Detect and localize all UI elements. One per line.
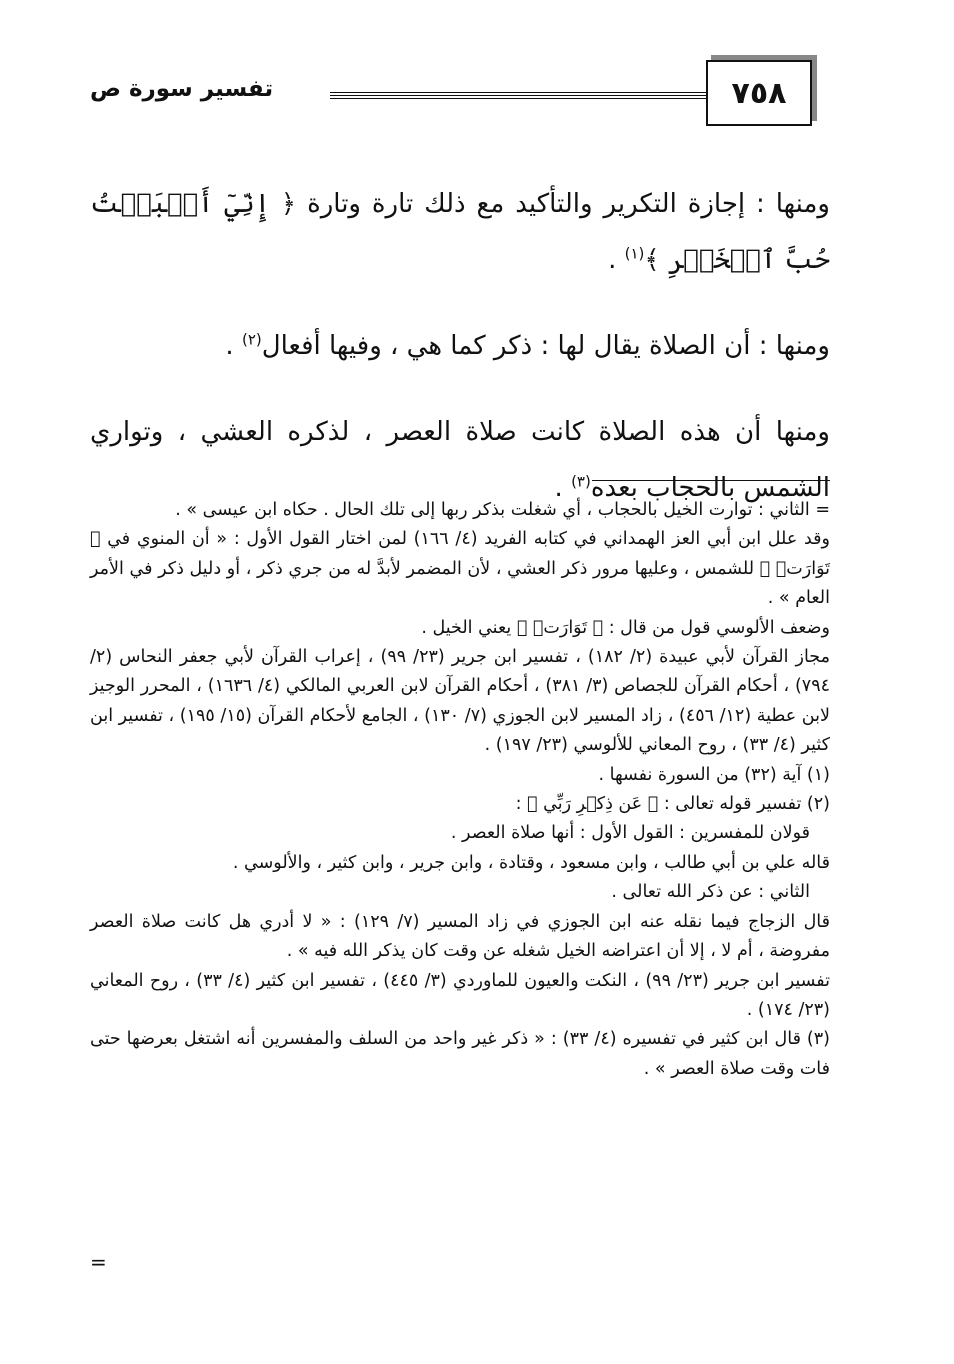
footnote-line: = الثاني : توارت الخيل بالحجاب ، أي شغلت بذكر ربها إلى تلك الحال . حكاه ابن عيسى » . xyxy=(175,500,830,520)
paragraph-3-text: ومنها أن هذه الصلاة كانت صلاة العصر ، لذكره العشي ، وتواري الشمس بالحجاب بعده xyxy=(90,417,830,503)
footnote-separator xyxy=(592,480,830,481)
footnote-ref-3: (٣) xyxy=(571,472,591,491)
footnote-line: قولان للمفسرين : القول الأول : أنها صلاة العصر . xyxy=(450,823,810,844)
header-rule xyxy=(330,92,706,99)
main-text xyxy=(90,176,830,546)
footnote-ref-1: (١) xyxy=(624,244,645,263)
paragraph-1-end: . xyxy=(608,245,625,275)
paragraph-2-text: ومنها : أن الصلاة يقال لها : ذكر كما هي ، وفيها أفعال xyxy=(261,331,830,361)
running-title: تفسير سورة ص xyxy=(90,76,274,102)
footnote-ref-2: (٢) xyxy=(241,330,262,349)
continuation-mark: = xyxy=(90,1250,107,1274)
paragraph-1-text: ومنها : إجازة التكرير والتأكيد مع ذلك تارة وتارة xyxy=(307,189,830,219)
footnote-line: مجاز القرآن لأبي عبيدة (٢/ ١٨٢) ، تفسير ابن جرير (٢٣/ ٩٩) ، إعراب القرآن لأبي جعفر النحاس (٢/ ٧٩٤) ، أحكام القرآن للجصاص (٣/ ٣٨١) ، أحكام القرآن لابن العربي المالكي (٤/ ١٦٣٦) ، المحرر الوجيز لابن عطية (١٢/ ٤٥٦) ، زاد المسير لابن الجوزي (٧/ ١٣٠) ، الجامع لأحكام القرآن (١٥/ ١٩٥) ، تفسير ابن كثير (٤/ ٣٣) ، روح المعاني للألوسي (٢٣/ ١٩٧) . xyxy=(90,647,830,756)
footnote-line: الثاني : عن ذكر الله تعالى . xyxy=(611,882,810,903)
paragraph-2-end: . xyxy=(225,331,242,361)
page-number xyxy=(706,60,812,126)
paragraph-1 xyxy=(90,176,830,288)
footnote-line: تفسير ابن جرير (٢٣/ ٩٩) ، النكت والعيون للماوردي (٣/ ٤٤٥) ، تفسير ابن كثير (٤/ ٣٣) ، روح المعاني (٢٣/ ١٧٤) . xyxy=(90,970,830,1020)
footnote-line: وضعف الألوسي قول من قال : ﴿ تَوَارَتۡ ﴾ يعني الخيل . xyxy=(421,617,830,638)
footnote-line: وقد علل ابن أبي العز الهمداني في كتابه الفريد (٤/ ١٦٦) لمن اختار القول الأول : « أن المنوي في ﴿ تَوَارَتۡ ﴾ للشمس ، وعليها مرور ذكر العشي ، لأن المضمر لأبدَّ له من جري ذكر ، أو دليل ذكر في الأمر العام » . xyxy=(90,529,830,609)
page-number-text: ٧٥٨ xyxy=(731,75,787,111)
paragraph-2 xyxy=(90,318,830,374)
footnotes xyxy=(90,496,830,1084)
footnote-3: (٣) قال ابن كثير في تفسيره (٤/ ٣٣) : « ذكر غير واحد من السلف والمفسرين أنه اشتغل بعرضها حتى فات وقت صلاة العصر » . xyxy=(90,1029,830,1079)
footnote-2: (٢) تفسير قوله تعالى : ﴿ عَن ذِكۡرِ رَبِّي ﴾ : xyxy=(515,794,830,815)
quran-quote: ﴿ إِنِّيٓ أَحۡبَبۡتُ حُبَّ ٱلۡخَيۡرِ ﴾ xyxy=(90,189,830,275)
footnote-line: قاله علي بن أبي طالب ، وابن مسعود ، وقتادة ، وابن جرير ، وابن كثير ، والألوسي . xyxy=(232,852,830,873)
footnote-line: قال الزجاج فيما نقله عنه ابن الجوزي في زاد المسير (٧/ ١٢٩) : « لا أدري هل كانت صلاة العصر مفروضة ، أم لا ، إلا أن اعتراضه الخيل شغله عن وقت كان يذكر الله فيه » . xyxy=(90,911,830,962)
footnote-1: (١) آية (٣٢) من السورة نفسها . xyxy=(598,764,830,785)
paragraph-3-end: . xyxy=(554,473,572,503)
